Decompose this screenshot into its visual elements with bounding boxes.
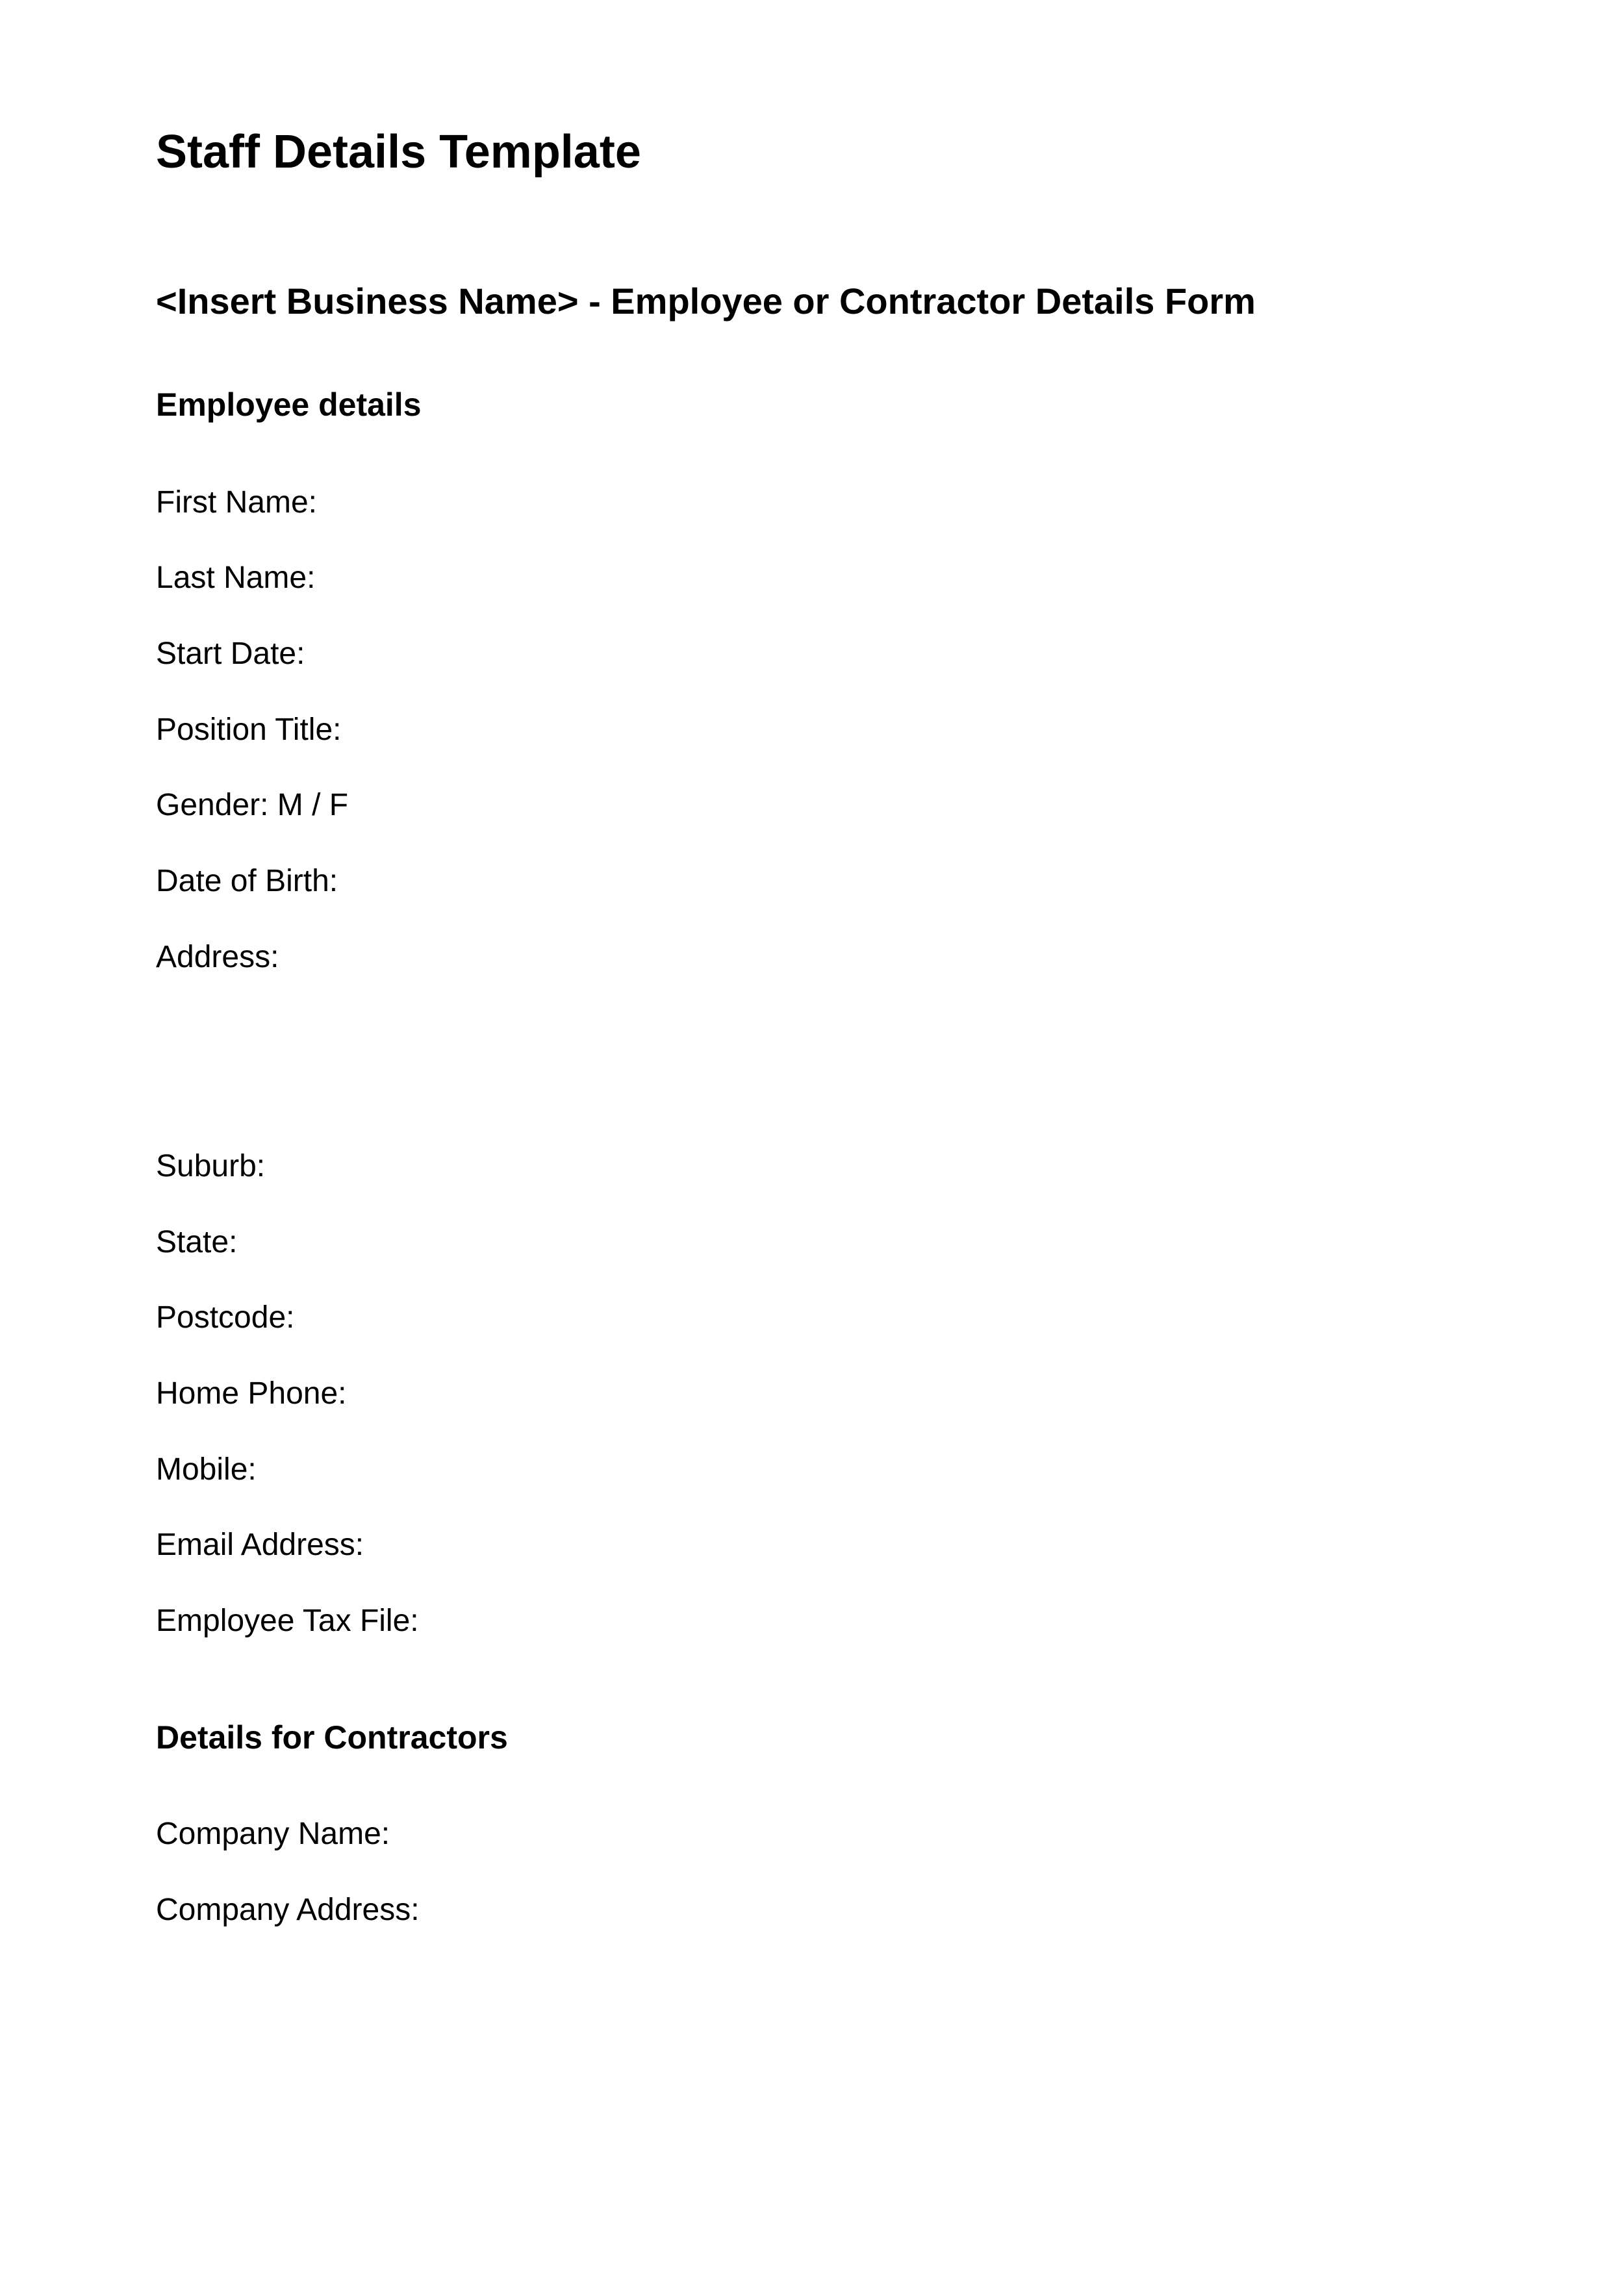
employee-tax-file-label: Employee Tax File:: [156, 1604, 419, 1638]
address-label: Address:: [156, 940, 279, 974]
employee-details-heading: Employee details: [156, 386, 422, 423]
mobile-label: Mobile:: [156, 1452, 257, 1487]
last-name-label: Last Name:: [156, 561, 316, 595]
company-name-label: Company Name:: [156, 1817, 390, 1851]
position-title-label: Position Title:: [156, 713, 342, 747]
company-address-label: Company Address:: [156, 1893, 420, 1927]
gender-label: Gender: M / F: [156, 788, 349, 822]
date-of-birth-label: Date of Birth:: [156, 864, 338, 898]
state-label: State:: [156, 1225, 238, 1259]
email-address-label: Email Address:: [156, 1528, 364, 1562]
postcode-label: Postcode:: [156, 1300, 295, 1335]
home-phone-label: Home Phone:: [156, 1376, 347, 1411]
form-heading: <Insert Business Name> - Employee or Contractor Details Form: [156, 281, 1256, 322]
contractor-details-heading: Details for Contractors: [156, 1719, 508, 1756]
suburb-label: Suburb:: [156, 1149, 266, 1183]
first-name-label: First Name:: [156, 485, 318, 520]
start-date-label: Start Date:: [156, 637, 305, 671]
document-title: Staff Details Template: [156, 126, 641, 178]
